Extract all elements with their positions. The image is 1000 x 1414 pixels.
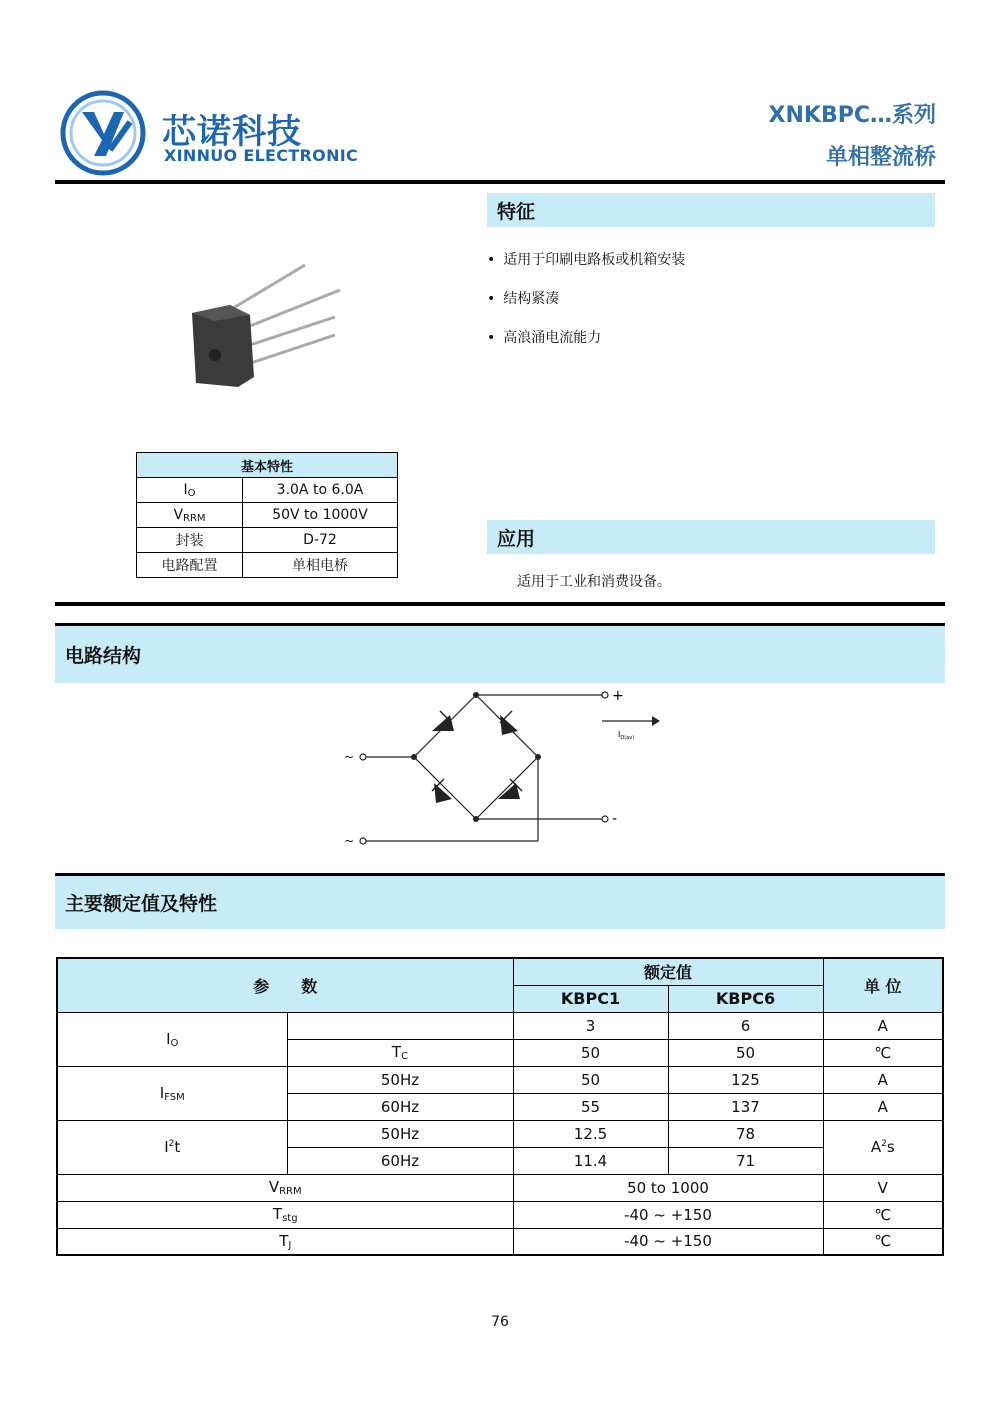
param-column-header: 参 数 [57, 958, 513, 1012]
table-cell: D-72 [243, 528, 398, 553]
table-row: $V_{RRM}$ 50V to 1000V [137, 503, 398, 528]
ac-terminal-label: ~ [344, 750, 355, 764]
table-row: $T_{stg}$ -40 ~ +150 ℃ [57, 1201, 943, 1228]
application-text: 适用于工业和消费设备。 [517, 574, 671, 590]
ratings-table [56, 957, 944, 1256]
table-row: 60Hz 55 137 A [57, 1093, 943, 1120]
basic-characteristics-table [136, 452, 398, 578]
product-subtitle: 单相整流桥 [825, 145, 936, 170]
circuit-header: 电路结构 [55, 623, 945, 683]
model-header: KBPC1 [513, 985, 668, 1012]
series-title: XNKBPC…系列 [768, 103, 936, 128]
feature-item: • 适用于印刷电路板或机箱安装 [487, 249, 685, 269]
section-rule [55, 602, 945, 606]
table-row: $I_O$ 3 6 A [57, 1012, 943, 1039]
table-cell: 单相电桥 [243, 553, 398, 578]
basic-table-title: 基本特性 [137, 453, 398, 478]
xinnuo-logo-icon [60, 90, 146, 176]
features-header: 特征 [487, 193, 935, 227]
bridge-circuit-diagram [340, 685, 680, 855]
feature-item: • 结构紧凑 [487, 288, 559, 308]
table-row: $I^2t$ 50Hz 12.5 78 $A^2s$ [57, 1120, 943, 1147]
page-number: 76 [491, 1314, 509, 1330]
table-row: 60Hz 11.4 71 [57, 1147, 943, 1174]
ac-terminal-label: ~ [344, 834, 355, 848]
table-cell: 电路配置 [137, 553, 243, 578]
table-row [137, 528, 398, 553]
table-row [137, 553, 398, 578]
table-row: $I_O$ 3.0A to 6.0A [137, 478, 398, 503]
table-row: $T_J$ -40 ~ +150 ℃ [57, 1228, 943, 1255]
product-photo [170, 255, 370, 405]
application-header: 应用 [487, 520, 935, 554]
output-current-label: $I_{O(av)}$ [618, 730, 635, 741]
table-row: $T_C$ 50 50 ℃ [57, 1039, 943, 1066]
model-header: KBPC6 [668, 985, 823, 1012]
unit-column-header: 单 位 [823, 958, 943, 1012]
table-cell: 50V to 1000V [243, 503, 398, 528]
table-cell: 3.0A to 6.0A [243, 478, 398, 503]
negative-terminal-label: - [612, 811, 618, 827]
table-cell: 封装 [137, 528, 243, 553]
ratings-header: 主要额定值及特性 [55, 873, 945, 929]
rated-value-header: 额定值 [513, 958, 823, 985]
header-rule [55, 180, 945, 184]
table-row: $I_{FSM}$ 50Hz 50 125 A [57, 1066, 943, 1093]
brand-name-en: XINNUO ELECTRONIC [164, 146, 359, 165]
table-row: $V_{RRM}$ 50 to 1000 V [57, 1174, 943, 1201]
brand-name-cn: 芯诺科技 [162, 112, 302, 152]
positive-terminal-label: + [612, 688, 624, 704]
feature-item: • 高浪涌电流能力 [487, 327, 601, 347]
